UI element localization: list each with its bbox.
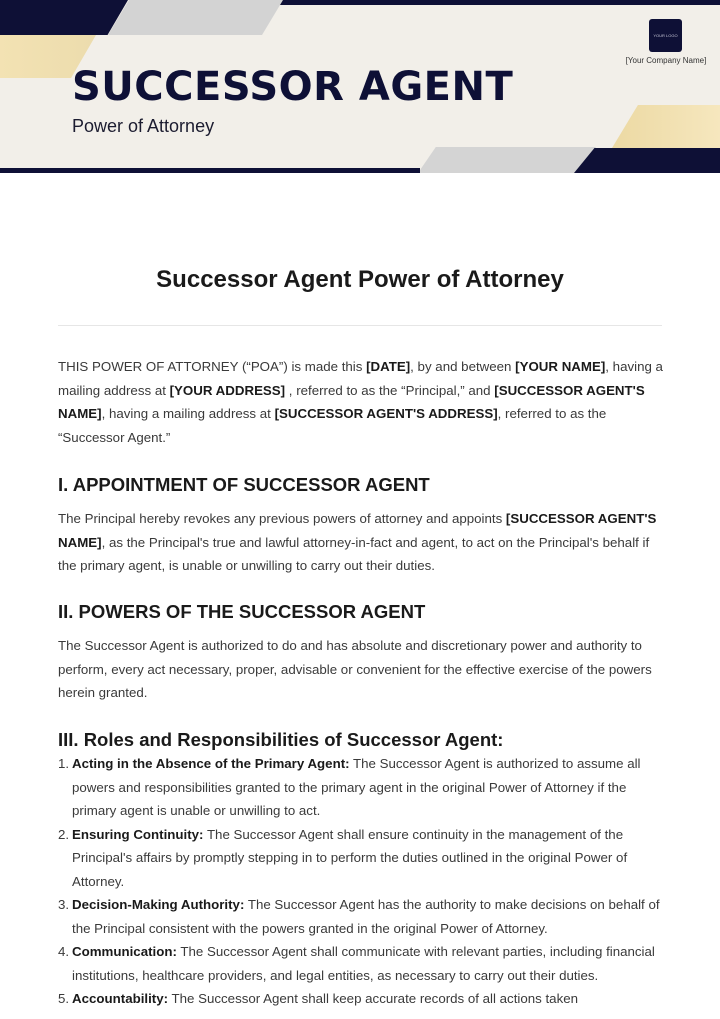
placeholder-agent-name: [SUCCESSOR AGENT'S NAME] <box>58 511 657 550</box>
intro-text: , referred to as the “Successor Agent.” <box>58 406 607 445</box>
list-item <box>58 823 668 894</box>
section-heading-roles: III. Roles and Responsibilities of Successor Agent: <box>58 729 504 750</box>
decor-navy-block-bottom <box>574 148 720 173</box>
list-item-label: Decision-Making Authority: <box>72 897 245 912</box>
list-item-text: The Successor Agent shall ensure continuity in the management of the Principal's affairs by promptly stepping in to perform the duties outlined in the original Power of Attorney. <box>72 826 628 889</box>
list-item-text: The Successor Agent is authorized to assume all powers and responsibilities granted to the primary agent in the original Power of Attorney if the primary agent is unable or unwilling to act. <box>72 756 641 818</box>
list-item <box>58 752 668 823</box>
list-item <box>58 940 668 987</box>
section-heading-appointment: I. APPOINTMENT OF SUCCESSOR AGENT <box>58 474 430 495</box>
list-number: 3. <box>58 897 70 912</box>
list-item <box>58 987 668 1011</box>
list-item-text: The Successor Agent shall keep accurate records of all actions taken <box>168 991 579 1006</box>
section-text: The Principal hereby revokes any previous powers of attorney and appoints <box>58 511 506 526</box>
decor-navy-block <box>0 0 128 35</box>
placeholder-date: [DATE] <box>366 359 411 374</box>
logo-text: YOUR LOGO <box>653 33 678 38</box>
list-item <box>58 893 668 940</box>
decor-gray-block <box>108 0 283 35</box>
list-number: 2. <box>58 826 70 842</box>
header-banner <box>0 0 720 173</box>
intro-text: , referred to as the “Principal,” and <box>285 382 495 398</box>
list-number: 4. <box>58 944 70 959</box>
list-number: 5. <box>58 991 70 1006</box>
decor-navy-strip-bottom <box>0 168 420 173</box>
document-title: Successor Agent Power of Attorney <box>156 266 564 293</box>
intro-text: , by and between <box>410 359 516 374</box>
title-divider <box>58 325 662 326</box>
section-powers-text: The Successor Agent is authorized to do and has absolute and discretionary power and authority to perform, every act necessary, proper, advisable or convenient for the effective exercise of the powers herein granted. <box>58 638 652 700</box>
list-number: 1. <box>58 756 70 771</box>
list-item-text: The Successor Agent has the authority to make decisions on behalf of the Principal consistent with the powers granted in the original Power of Attorney. <box>72 897 660 936</box>
placeholder-your-address: [YOUR ADDRESS] <box>169 382 286 398</box>
section-heading-powers: II. POWERS OF THE SUCCESSOR AGENT <box>58 601 426 622</box>
placeholder-your-name: [YOUR NAME] <box>515 359 606 374</box>
company-logo <box>649 19 682 52</box>
company-name: [Your Company Name] <box>625 56 707 65</box>
section-text: , as the Principal's true and lawful attorney-in-fact and agent, to act on the Principal's behalf if the primary agent, is unable or unwilling to carry out their duties. <box>58 534 650 573</box>
list-item-text: The Successor Agent shall communicate with relevant parties, including financial institutions, healthcare providers, and legal entities, as necessary to carry out their duties. <box>72 944 655 983</box>
intro-text: , having a mailing address at <box>101 406 275 421</box>
placeholder-agent-address: [SUCCESSOR AGENT'S ADDRESS] <box>274 406 498 421</box>
section-appointment-text <box>58 507 668 578</box>
roles-list <box>58 752 668 1011</box>
intro-paragraph <box>58 355 668 449</box>
list-item-label: Ensuring Continuity: <box>72 826 204 842</box>
placeholder-agent-name: [SUCCESSOR AGENT'S NAME] <box>58 382 645 421</box>
decor-gold-block-right <box>612 105 720 148</box>
list-item-label: Accountability: <box>72 991 169 1006</box>
decor-gray-block-bottom <box>418 147 596 173</box>
list-item-label: Acting in the Absence of the Primary Agent: <box>72 756 350 771</box>
intro-text: , having a mailing address at <box>58 359 663 398</box>
intro-text: THIS POWER OF ATTORNEY (“POA”) is made this <box>58 359 367 374</box>
banner-subtitle: Power of Attorney <box>72 116 215 136</box>
banner-title: SUCCESSOR AGENT <box>72 64 514 110</box>
list-item-label: Communication: <box>72 944 177 959</box>
